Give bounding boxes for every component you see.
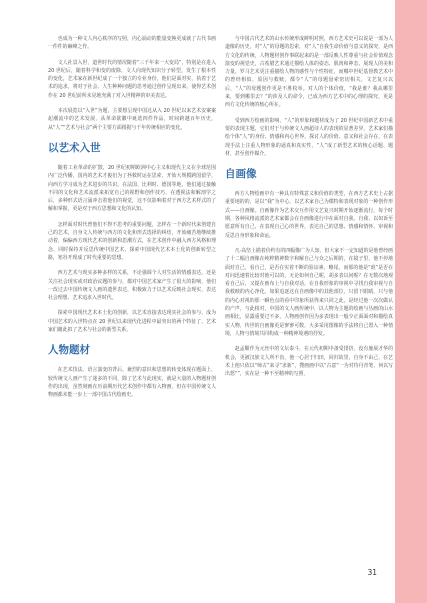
paragraph: 也成为一种文人内心秩序的写照，内心涌动的能量变换更成就了古代书画一件件的巅峰之作。 bbox=[48, 36, 216, 51]
decorative-side-band bbox=[395, 0, 427, 603]
paragraph: 西方人物绘画中有一种具有特殊意义和价值的类型，在西方艺术史上占据重要地的的，是以“我”为中心，以艺术家自己为模特和表现对象的一种创作形式——自画像。自画像作为艺术交互作用文艺复兴时期开始逐渐流行，每个时期，各种风格流派的艺术家都会在自画像进行中在面对自我、自我，以如诉至愿意所有自己，在表现自己心的世界，表达自己的思想、情感和情怀、审视和反思自身形象和命运。 bbox=[225, 191, 393, 239]
left-column bbox=[48, 35, 216, 407]
paragraph: 随着工业革命的扩散，20 世纪初期欧洲中心主义和现代主义在全球范围内广泛传播，国内的艺术才俊们为了拯救时运在思索，开始大规模跨国留学，向西方学习成为艺术进步的共识。在法国、比利时、德国等地，他们通过接触不同的文化和艺术流派来拓宽自己的视野和创作技巧，在透视法和解剖学之后，多种形式语言涌冲击着他们的视觉，这不仅影响着对于西方艺术样式的了解和掌握，更是对于西方思想和文化的认知。 bbox=[48, 164, 216, 213]
paragraph: 本次展览以“入世”为题，主要想呈现中国这从入 20 世纪以来艺术安案案起潮流中的艺术发展，从革命欲徽中诞选四件作品，时间跨越百年历史，从“人”“艺术与社会”两个主要方面根据与千年传统相应的变化。 bbox=[48, 108, 216, 131]
section-heading: 人物题材 bbox=[48, 344, 90, 357]
page-number: 31 bbox=[367, 568, 377, 577]
section-heading: 自画像 bbox=[225, 168, 257, 181]
paragraph: 赵孟頫作为元丝中的文坛泰斗，在元代初期中备受排挤，没有施展才华的机会，更被汉族文人所不齿，他一心居于归田，回归故里，自身不由己，在艺术上他只依以“师古”来寻“求新”，搜画画中以“古意”一为对待丹青笔，何以写出怒“”，实在是一种不至精神的写照， bbox=[225, 346, 393, 378]
paragraph: 在艺术技法、语言演变的背后，兼烈的意识和思想的转变体现在题面上，较传统文人画产生了迷多的不同，除了艺术与此现实，就是大量的入物题材创作的出现，虽然刻画在历前期历代艺术创作中都有入物画，但在中国传统文人物画都未能一步上一部中国古代绘画史。 bbox=[48, 367, 216, 399]
right-column bbox=[225, 35, 393, 385]
paragraph: 与中国古代艺术的山水传统形成鲜明对照，西方艺术史可以说是一部为人道像的历史，对“人”的母题的思索，对“人”自我生命价值与意义的探究，是西方文化的传统，人物题材创作事联起来的是一部反映人性尊重与社会价值观念演变的视觉史，古希腊艺术通过描绘人体的姿态、肌肉和神态，展现人的美和力量，罗马艺术更注重描绘人物的感性与个性特征，而哪中世纪基督教艺术中的曾经相似，原因与救赎，都令“人”的母题悬索密切相关，文艺复兴以后，“人”的母题创作更是不胜枚举。对人的个体价值，“我是谁？我从哪里来，要到哪里去？”的涉及人的命令，已成为西方艺术中的心理的探究，更是西方文化传统的核心所在。 bbox=[225, 36, 393, 109]
paragraph: 怎样面对时代曾他们不得不思考的重要问题，怎样在一个新时代来创建自己的艺术，自身文人传统与西方的文化和形式选择的纠结，开始痛苦地继续推动着，偏偏西方现代艺术的创新和思潮方式，在艺术创作中融入西方风格和理念，同时保持并反思传统中国艺术，探索中国现代艺术本土化的创新转型之路，寒谷开现成了时代重要的思想。 bbox=[48, 221, 216, 261]
section-heading: 以艺术入世 bbox=[48, 141, 101, 154]
paragraph: 凡·高坚上描着价约有的四幅像广为人知，但大家不一定知道的是他曾经画了十二幅自画像在纯粹精神数字和解自己与众之后期的，在镜子里，他不停地面对自己，看自己，是否在实着不断的验证素，略尾，而那的他是“谁”是否在对问迅速着比较对他可以的，无论如何自己呢，胡多表以问呢？在无数次地观看自己后，又提在画布上与自我对话，在自我形象的审视中寻找自我审视与自我救赎的内心净化，如果追逐这在自画像中的其他部位，只留下眼睛，只与他的内心对视的那一瞬色点的看中印象所获得来只同之此，是经过他一次次做认的产声，与此相对，中国的文人画传统中，以人物为主题的绘画与丛画的山水画相比，显露重要过不多，人物画创作因为多表现出一般少正面面对和描绘真实人物，传世的自画像更是寥寥可数，大多采用图像的手法将自己置入一种情境，人物与情境共同构成一种精神境遇的抒发。 bbox=[225, 247, 393, 337]
paragraph: 文人社景入世，道世时代的情况随着“三千年来一大变局”，特别是在进入 20 世纪后，随着科学和变的废除，文人向现代知识分子转型，发生了根本性的变化，艺术家在新世纪成了一个独立的专业身份，他们是面对实，执着于艺术的追求，将对于社会、人生种种问题的思考通过创作呈现出来，使得艺术创作在 20 世纪前所未见地充满了对入世精神的审美表达。 bbox=[48, 59, 216, 99]
paragraph: 受到西方绘画的影响，“人”的形象和题材成为了 20 世纪中国新艺术中重要的表现主题，它们对于与传统文人画超诗人的表现的显著差异，艺术家们描绘个体“人”的身份、情感和内心世界，探讨人的价值、意义和社会存在，在表现手法上注重人物形象的逼真和真实性，“人”成了新型艺术的核心话题、题材，甚至创作媒介。 bbox=[225, 117, 393, 157]
paragraph: 西方艺术与现实多种多样的关系，不论强调个人对生活的情感表达，还是关注社会现实或对政治议题的参与，都对中国艺术家产生了很大的影响，他们一改过去中国传统文人画的遗世表达，积极致力于以艺术反映社会现实，表达社会理想，艺术追求入世时代。 bbox=[48, 270, 216, 302]
paragraph: 探索中国现代艺术本土化的创新，以艺术直接表达现实社会的参与，成为中国艺术的入世特点在 20 世纪以来现代化进程中最突出的两个特征了，艺术家们藉此拟了艺术与社会的新型关系。 bbox=[48, 310, 216, 334]
